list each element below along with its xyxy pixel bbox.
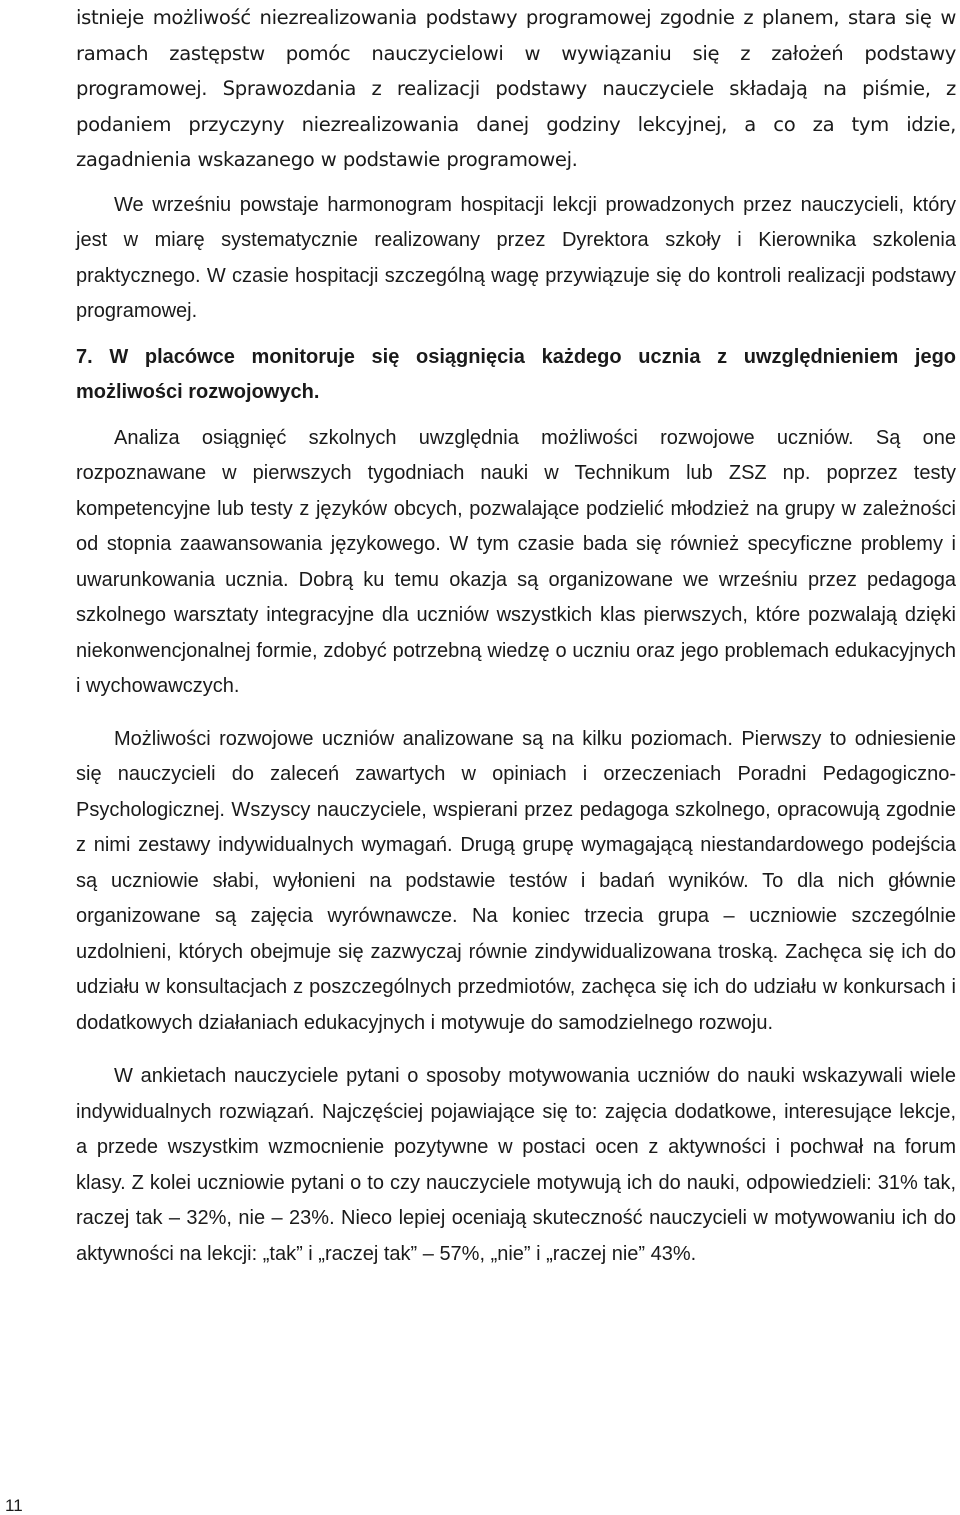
paragraph-analiza-osiagniec: Analiza osiągnięć szkolnych uwzględnia możliwości rozwojowe uczniów. Są one rozpoznawane w pierwszych tygodniach nauki w Technikum lub ZSZ np. poprzez testy kompetencyjne lub testy z języków obcych, pozwalające podzielić młodzież na grupy w zależności od stopnia zaawansowania językowego. W tym czasie bada się również specyficzne problemy i uwarunkowania ucznia. Dobrą ku temu okazja są organizowane we wrześniu przez pedagoga szkolnego warsztaty integracyjne dla uczniów wszystkich klas pierwszych, które pozwalają dzięki niekonwencjonalnej formie, zdobyć potrzebną wiedzę o uczniu oraz jego problemach edukacyjnych i wychowawczych. [76,426,956,697]
section-heading: 7. W placówce monitoruje się osiągnięcia każdego ucznia z uwzględnieniem jego możliwości rozwojowych. [76,345,956,403]
document-page [76,0,956,1272]
paragraph-podstawa-programowa: istnieje możliwość niezrealizowania podstawy programowej zgodnie z planem, stara się w ramach zastępstw pomóc nauczycielowi w wywiązaniu się z założeń podstawy programowej. Sprawozdania z realizacji podstawy nauczyciele składają na piśmie, z podaniem przyczyny niezrealizowania danej godziny lekcyjnej, a co za tym idzie, zagadnienia wskazanego w podstawie programowej. [76,6,956,171]
page-number: 11 [5,1496,23,1515]
paragraph-hospitacje: We wrześniu powstaje harmonogram hospitacji lekcji prowadzonych przez nauczycieli, który jest w miarę systematycznie realizowany przez Dyrektora szkoły i Kierownika szkolenia praktycznego. W czasie hospitacji szczególną wagę przywiązuje się do kontroli realizacji podstawy programowej. [76,193,956,322]
paragraph-mozliwosci-rozwojowe: Możliwości rozwojowe uczniów analizowane są na kilku poziomach. Pierwszy to odniesienie się nauczycieli do zaleceń zawartych w opiniach i orzeczeniach Poradni Pedagogiczno-Psychologicznej. Wszyscy nauczyciele, wspierani przez pedagoga szkolnego, opracowują zgodnie z nimi zestawy indywidualnych wymagań. Drugą grupę wymagającą niestandardowego podejścia są uczniowie słabi, wyłonieni na podstawie testów i badań wyników. To dla nich głównie organizowane są zajęcia wyrównawcze. Na koniec trzecia grupa – uczniowie szczególnie uzdolnieni, których obejmuje się zazwyczaj równie zindywidualizowana troską. Zachęca się ich do udziału w konsultacjach z poszczególnych przedmiotów, zachęca się ich do udziału w konkursach i dodatkowych działaniach edukacyjnych i motywuje do samodzielnego rozwoju. [76,727,956,1034]
paragraph-ankiety: W ankietach nauczyciele pytani o sposoby motywowania uczniów do nauki wskazywali wiele indywidualnych rozwiązań. Najczęściej pojawiające się to: zajęcia dodatkowe, interesujące lekcje, a przede wszystkim wzmocnienie pozytywne w postaci ocen z aktywności i pochwał na forum klasy. Z kolei uczniowie pytani o to czy nauczyciele motywują ich do nauki, odpowiedzieli: 31% tak, raczej tak – 32%, nie – 23%. Nieco lepiej oceniają skuteczność nauczycieli w motywowaniu ich do aktywności na lekcji: „tak” i „raczej tak” – 57%, „nie” i „raczej nie” 43%. [76,1065,956,1265]
